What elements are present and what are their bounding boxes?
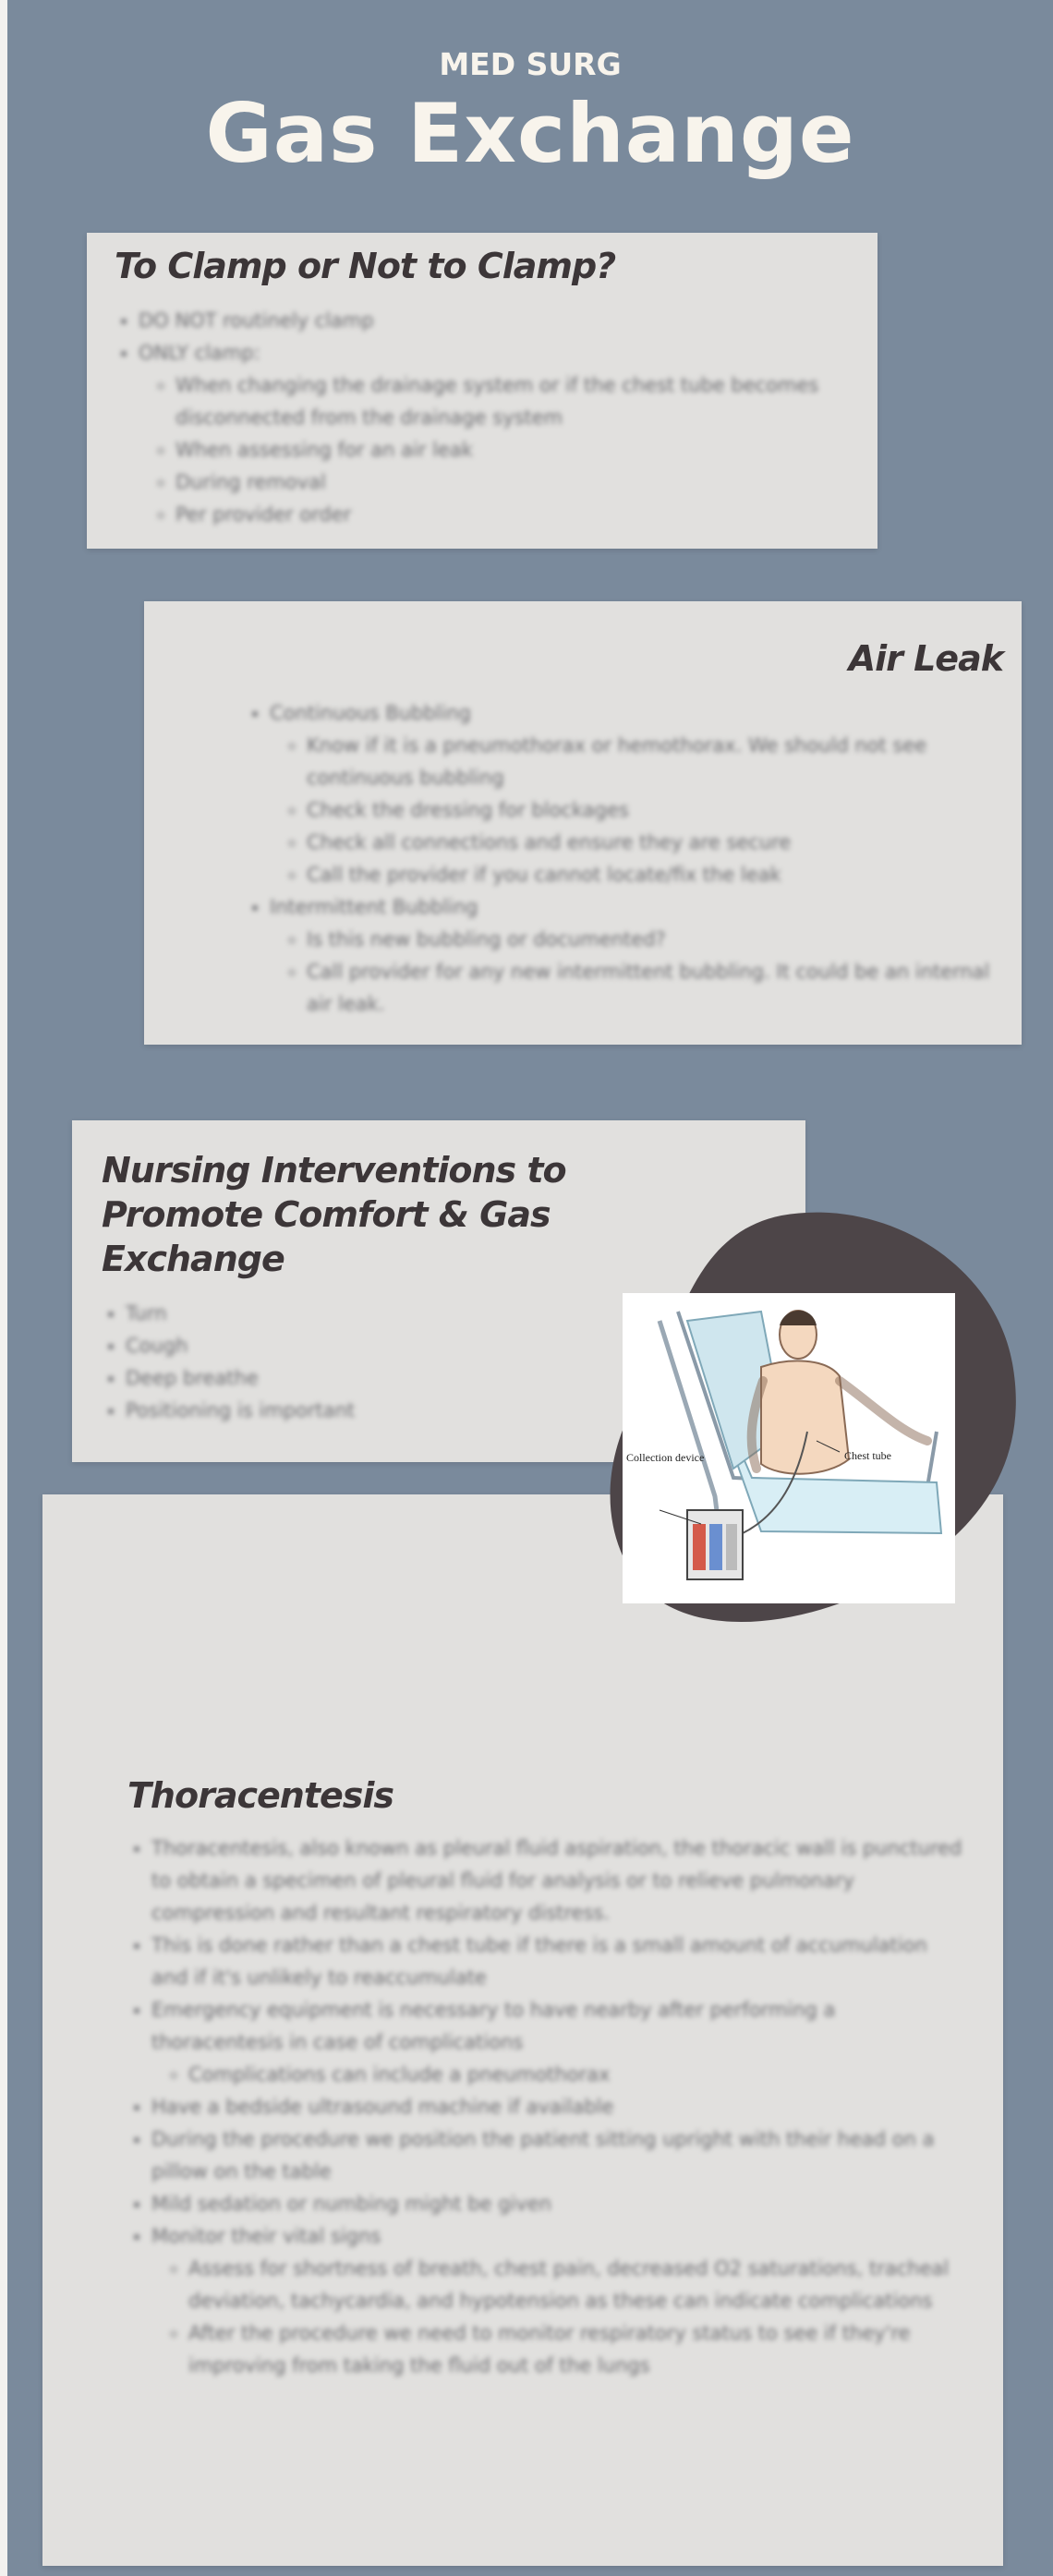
list-item: • Intermittent Bubbling <box>270 891 1003 924</box>
list-item: ◦ Check the dressing for blockages <box>307 794 1003 827</box>
list-item: • Mild sedation or numbing might be given <box>151 2188 968 2220</box>
list-item: • Cough <box>126 1330 517 1362</box>
list-item: ◦ Check all connections and ensure they are secure <box>307 827 1003 859</box>
collection-device-text: Collection device <box>626 1451 705 1464</box>
list-item: • During the procedure we position the patient sitting upright with their head on a pillow on the table <box>151 2123 968 2188</box>
list-item: ◦ Know if it is a pneumothorax or hemothorax. We should not see continuous bubbling <box>307 730 1003 794</box>
list-item: ◦ Per provider order <box>176 499 826 531</box>
air-leak-heading: Air Leak <box>848 638 1003 679</box>
list-item: ◦ Complications can include a pneumothorax <box>188 2059 968 2091</box>
nursing-list <box>92 1298 517 1427</box>
list-item: ◦ When changing the drainage system or if the chest tube becomes disconnected from the drainage system <box>176 369 826 434</box>
list-item: ◦ During removal <box>176 466 826 499</box>
thoracentesis-list <box>118 1832 968 2382</box>
list-item: • Emergency equipment is necessary to have nearby after performing a thoracentesis in case of complications <box>151 1994 968 2059</box>
page-subtitle: MED SURG <box>439 46 622 82</box>
clamp-list <box>105 305 826 531</box>
list-item: • Thoracentesis, also known as pleural fluid aspiration, the thoracic wall is punctured to obtain a specimen of pleural fluid for analysis or to relieve pulmonary compression and resultant respiratory distress. <box>151 1832 968 1929</box>
list-item: • DO NOT routinely clamp <box>139 305 826 337</box>
list-item: ◦ Is this new bubbling or documented? <box>307 924 1003 956</box>
list-item: • Turn <box>126 1298 517 1330</box>
page-title: Gas Exchange <box>205 86 855 181</box>
patient-chest-tube-drawing <box>623 1293 955 1603</box>
air-leak-card <box>144 601 1022 1045</box>
list-item: ◦ After the procedure we need to monitor respiratory status to see if they're improving from taking the fluid out of the lungs <box>188 2317 968 2382</box>
list-item: ◦ Assess for shortness of breath, chest pain, decreased O2 saturations, tracheal deviation, tachycardia, and hypotension as these can indicate complications <box>188 2253 968 2317</box>
list-item: • ONLY clamp: <box>139 337 826 369</box>
list-item: ◦ Call provider for any new intermittent bubbling. It could be an internal air leak. <box>307 956 1003 1021</box>
clamp-card <box>87 233 878 549</box>
air-leak-list <box>236 697 1003 1021</box>
page-header <box>7 46 1053 181</box>
nursing-heading: Nursing Interventions to Promote Comfort & Gas Exchange <box>102 1150 566 1279</box>
list-item: • Monitor their vital signs <box>151 2220 968 2253</box>
chest-tube-label: Chest tube <box>844 1449 891 1462</box>
chest-tube-illustration <box>623 1293 955 1603</box>
list-item: • This is done rather than a chest tube if there is a small amount of accumulation and if it's unlikely to reaccumulate <box>151 1929 968 1994</box>
list-item: ◦ Call the provider if you cannot locate/fix the leak <box>307 859 1003 891</box>
list-item: • Positioning is important <box>126 1395 517 1427</box>
list-item: • Have a bedside ultrasound machine if available <box>151 2091 968 2123</box>
thoracentesis-card <box>42 1494 1003 2566</box>
poster-background <box>7 0 1053 2576</box>
list-item: • Continuous Bubbling <box>270 697 1003 730</box>
thoracentesis-heading: Thoracentesis <box>127 1775 394 1816</box>
collection-device-label <box>626 1451 704 1464</box>
clamp-heading: To Clamp or Not to Clamp? <box>115 246 616 286</box>
list-item: ◦ When assessing for an air leak <box>176 434 826 466</box>
list-item: • Deep breathe <box>126 1362 517 1395</box>
